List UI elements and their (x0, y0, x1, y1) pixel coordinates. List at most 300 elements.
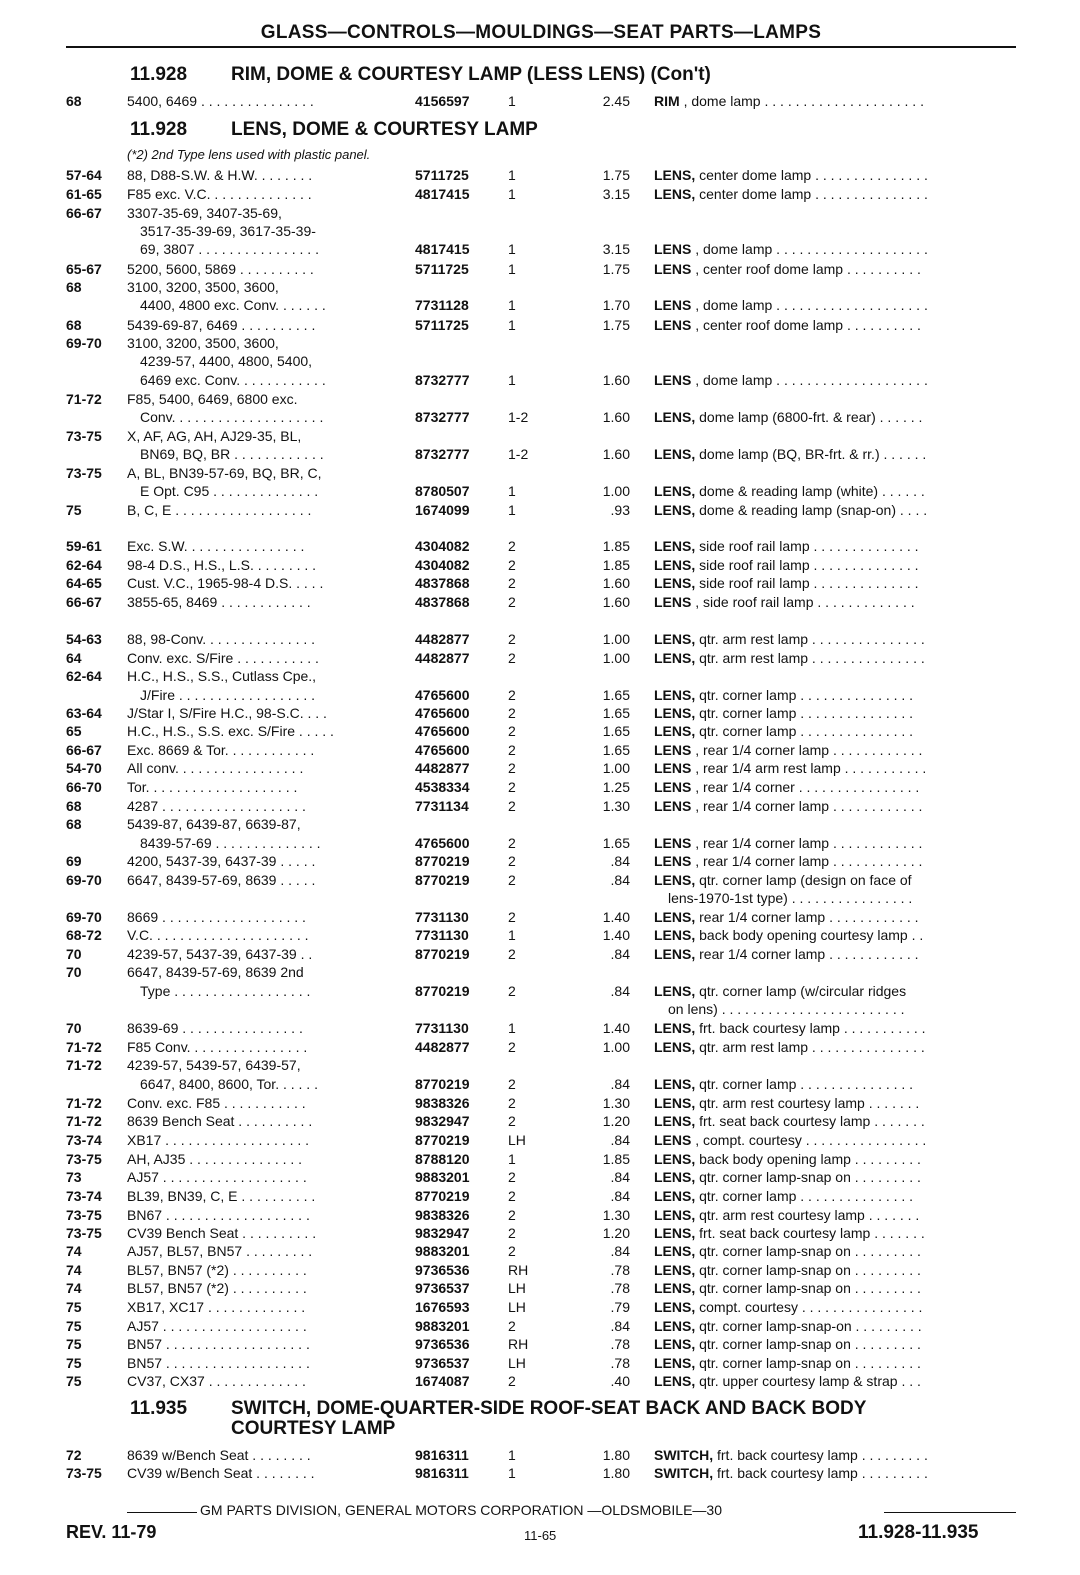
part-description-text: dome lamp (BQ, BR-frt. & rr.) . . . . . . (699, 446, 927, 462)
part-number: 7731130 (415, 927, 469, 943)
page-header-title: GLASS—CONTROLS—MOULDINGS—SEAT PARTS—LAMPS (260, 22, 822, 43)
quantity: 2 (508, 1373, 516, 1389)
part-name: LENS (654, 1132, 692, 1148)
part-name: LENS, (654, 1373, 696, 1389)
table-row (0, 797, 1080, 815)
table-row (0, 408, 1080, 426)
part-description-text: qtr. corner lamp . . . . . . . . . . . . . . . (699, 687, 914, 703)
part-description (654, 908, 919, 926)
price: 1.85 (602, 1151, 630, 1167)
table-row (0, 778, 1080, 796)
year-range: 71-72 (66, 391, 102, 407)
part-description-text: rear 1/4 corner lamp . . . . . . . . . . . . (699, 946, 919, 962)
part-description (668, 889, 912, 907)
model-list: Conv. . . . . . . . . . . . . . . . . . . . (140, 409, 324, 425)
model-list: 4287 . . . . . . . . . . . . . . . . . . . (127, 798, 306, 814)
year-range: 68 (66, 816, 82, 832)
table-row (0, 1112, 1080, 1130)
quantity: 2 (508, 631, 516, 647)
quantity: LH (508, 1299, 526, 1315)
table-row (0, 1019, 1080, 1037)
part-description-text: compt. courtesy . . . . . . . . . . . . . . . . (699, 1299, 923, 1315)
part-description (654, 1224, 925, 1242)
part-number: 7731130 (415, 1020, 469, 1036)
part-number: 7731130 (415, 909, 469, 925)
model-list: H.C., H.S., S.S. exc. S/Fire . . . . . (127, 723, 334, 739)
part-number: 4765600 (415, 742, 470, 758)
model-list: E Opt. C95 . . . . . . . . . . . . . . (140, 483, 319, 499)
quantity: 2 (508, 538, 516, 554)
year-range: 66-67 (66, 742, 102, 758)
section-note: (*2) 2nd Type lens used with plastic panel. (127, 147, 371, 162)
table-row (0, 852, 1080, 870)
part-number: 4817415 (415, 241, 470, 257)
part-description-text: qtr. corner lamp . . . . . . . . . . . . . . . (699, 1076, 914, 1092)
price: 1.00 (602, 650, 630, 666)
part-number: 4837868 (415, 575, 470, 591)
model-list: F85 exc. V.C. . . . . . . . . . . . . . (127, 186, 312, 202)
price: 1.75 (602, 261, 630, 277)
year-range: 61-65 (66, 186, 102, 202)
part-description (654, 1279, 921, 1297)
model-list: BL57, BN57 (*2) . . . . . . . . . . (127, 1262, 307, 1278)
year-range: 70 (66, 1020, 82, 1036)
year-range: 75 (66, 502, 82, 518)
part-description-text: qtr. arm rest courtesy lamp . . . . . . . (699, 1095, 920, 1111)
quantity: 2 (508, 1095, 516, 1111)
part-name: LENS, (654, 1039, 696, 1055)
part-description-text: qtr. arm rest lamp . . . . . . . . . . . . . . . (699, 1039, 925, 1055)
price: .84 (610, 983, 630, 999)
model-list: 3307-35-69, 3407-35-69, (127, 205, 282, 221)
part-description-text: center dome lamp . . . . . . . . . . . . . . . (699, 167, 928, 183)
part-description (654, 1464, 928, 1482)
part-description-text: qtr. arm rest courtesy lamp . . . . . . . (699, 1207, 920, 1223)
year-range: 74 (66, 1280, 82, 1296)
part-number: 4538334 (415, 779, 470, 795)
model-list: J/Star I, S/Fire H.C., 98-S.C. . . . (127, 705, 327, 721)
table-row (0, 445, 1080, 463)
part-description-text: qtr. arm rest lamp . . . . . . . . . . . . . . . (699, 631, 925, 647)
part-name: LENS, (654, 1280, 696, 1296)
model-list: 3517-35-39-69, 3617-35-39- (140, 223, 316, 239)
price: .84 (610, 1132, 630, 1148)
table-row (0, 1354, 1080, 1372)
year-range: 65 (66, 723, 82, 739)
quantity: 2 (508, 1318, 516, 1334)
part-description (654, 185, 928, 203)
part-name: LENS (654, 835, 692, 851)
table-row (0, 1224, 1080, 1242)
model-list: 5439-69-87, 6469 . . . . . . . . . . (127, 317, 316, 333)
price: 1.25 (602, 779, 630, 795)
part-description (654, 1446, 928, 1464)
part-name: LENS, (654, 650, 696, 666)
quantity: 2 (508, 1076, 516, 1092)
part-description-text: dome & reading lamp (snap-on) . . . . (699, 502, 928, 518)
part-description-text: qtr. corner lamp-snap-on . . . . . . . . . (699, 1318, 922, 1334)
price: 1.20 (602, 1225, 630, 1241)
part-description (668, 1000, 905, 1018)
model-list: A, BL, BN39-57-69, BQ, BR, C, (127, 465, 322, 481)
part-description (654, 482, 925, 500)
model-list: 98-4 D.S., H.S., L.S. . . . . . . . . (127, 557, 317, 573)
model-list: XB17, XC17 . . . . . . . . . . . . . (127, 1299, 306, 1315)
section-title: RIM, DOME & COURTESY LAMP (LESS LENS) (Con't) (231, 64, 711, 85)
quantity: 1 (508, 167, 516, 183)
price: .84 (610, 1188, 630, 1204)
year-range: 71-72 (66, 1039, 102, 1055)
model-list: Cust. V.C., 1965-98-4 D.S. . . . . (127, 575, 324, 591)
model-list: AJ57 . . . . . . . . . . . . . . . . . . . (127, 1169, 307, 1185)
quantity: 2 (508, 946, 516, 962)
part-number: 9883201 (415, 1318, 470, 1334)
part-description-text: side roof rail lamp . . . . . . . . . . . . . . (699, 575, 919, 591)
part-description-text: , dome lamp . . . . . . . . . . . . . . . . . . . . (695, 372, 928, 388)
model-list: F85, 5400, 6469, 6800 exc. (127, 391, 298, 407)
table-row (0, 296, 1080, 314)
table-row (0, 222, 1080, 240)
year-range: 74 (66, 1262, 82, 1278)
part-name: LENS, (654, 167, 696, 183)
part-name: LENS (654, 594, 692, 610)
model-list: 8639 Bench Seat . . . . . . . . . . (127, 1113, 313, 1129)
section-number: 11.935 (130, 1398, 188, 1419)
part-description (654, 408, 922, 426)
part-description-text: qtr. corner lamp-snap on . . . . . . . . . (699, 1262, 921, 1278)
price: 1.40 (602, 909, 630, 925)
year-range: 75 (66, 1299, 82, 1315)
part-number: 8770219 (415, 1076, 470, 1092)
part-number: 9838326 (415, 1095, 470, 1111)
part-description (654, 593, 915, 611)
model-list: Exc. S.W. . . . . . . . . . . . . . . . (127, 538, 305, 554)
model-list: AH, AJ35 . . . . . . . . . . . . . . . (127, 1151, 303, 1167)
quantity: 2 (508, 575, 516, 591)
price: .78 (610, 1280, 630, 1296)
part-number: 8732777 (415, 446, 470, 462)
quantity: 2 (508, 1188, 516, 1204)
price: 1.85 (602, 557, 630, 573)
footer-rule-left (127, 1512, 197, 1513)
year-range: 68 (66, 279, 82, 295)
part-name: LENS, (654, 1207, 696, 1223)
footer-revision: REV. 11-79 (66, 1522, 157, 1542)
price: .84 (610, 946, 630, 962)
page-header (66, 22, 1016, 48)
year-range: 73-75 (66, 465, 102, 481)
year-range: 73-74 (66, 1188, 102, 1204)
part-number: 4765600 (415, 705, 470, 721)
table-row (0, 427, 1080, 445)
table-row (0, 834, 1080, 852)
part-description-text: side roof rail lamp . . . . . . . . . . . . . . (699, 557, 919, 573)
part-description (654, 240, 928, 258)
price: 1.00 (602, 760, 630, 776)
price: 1.65 (602, 742, 630, 758)
part-description (654, 1298, 922, 1316)
quantity: 1 (508, 297, 516, 313)
part-name: LENS, (654, 1188, 696, 1204)
part-number: 8770219 (415, 872, 470, 888)
model-list: 4400, 4800 exc. Conv. . . . . . . (140, 297, 326, 313)
part-description-text: , center roof dome lamp . . . . . . . . . . (695, 261, 921, 277)
table-row (0, 334, 1080, 352)
part-number: 9736536 (415, 1336, 470, 1352)
section-title-continued: COURTESY LAMP (231, 1418, 396, 1439)
part-description (654, 1019, 926, 1037)
part-description-text: frt. seat back courtesy lamp . . . . . . . (699, 1225, 925, 1241)
part-description (654, 759, 926, 777)
year-range: 73-75 (66, 1225, 102, 1241)
part-name: LENS, (654, 1243, 696, 1259)
part-name: LENS (654, 853, 692, 869)
price: .84 (610, 1243, 630, 1259)
part-description (654, 1075, 913, 1093)
part-number: 1674087 (415, 1373, 470, 1389)
price: .40 (610, 1373, 630, 1389)
part-name: LENS, (654, 1355, 696, 1371)
quantity: LH (508, 1132, 526, 1148)
table-row (0, 1187, 1080, 1205)
part-name: LENS, (654, 557, 696, 573)
part-description (654, 871, 912, 889)
quantity: 2 (508, 1243, 516, 1259)
model-list: BN57 . . . . . . . . . . . . . . . . . . . (127, 1355, 310, 1371)
price: 1.75 (602, 317, 630, 333)
part-description-text: , rear 1/4 corner lamp . . . . . . . . . . . . (695, 835, 923, 851)
part-name: LENS, (654, 1020, 696, 1036)
part-description (654, 686, 913, 704)
year-range: 65-67 (66, 261, 102, 277)
table-row (0, 390, 1080, 408)
part-description-text: qtr. corner lamp . . . . . . . . . . . . . . . (699, 723, 914, 739)
year-range: 72 (66, 1447, 82, 1463)
part-number: 4765600 (415, 687, 470, 703)
section-title: SWITCH, DOME-QUARTER-SIDE ROOF-SEAT BACK AND BACK BODY (231, 1398, 867, 1419)
table-row (0, 1150, 1080, 1168)
part-name: LENS, (654, 927, 696, 943)
footer-page-number: 11-65 (524, 1528, 557, 1543)
part-description (654, 556, 919, 574)
model-list: Exc. 8669 & Tor. . . . . . . . . . . . (127, 742, 315, 758)
part-number: 9832947 (415, 1225, 470, 1241)
part-description-text: qtr. upper courtesy lamp & strap . . . (699, 1373, 921, 1389)
model-list: AJ57 . . . . . . . . . . . . . . . . . . . (127, 1318, 307, 1334)
part-description (654, 797, 922, 815)
model-list: BN67 . . . . . . . . . . . . . . . . . . . (127, 1207, 310, 1223)
model-list: CV37, CX37 . . . . . . . . . . . . . (127, 1373, 306, 1389)
footer-section-range: 11.928-11.935 (858, 1522, 979, 1543)
part-number: 4482877 (415, 650, 470, 666)
table-row (0, 166, 1080, 184)
model-list: 5200, 5600, 5869 . . . . . . . . . . (127, 261, 314, 277)
model-list: 8439-57-69 . . . . . . . . . . . . . . (140, 835, 321, 851)
table-row (0, 1075, 1080, 1093)
table-row (0, 1168, 1080, 1186)
year-range: 70 (66, 946, 82, 962)
model-list: 8639-69 . . . . . . . . . . . . . . . . (127, 1020, 303, 1036)
table-row (0, 1094, 1080, 1112)
part-number: 9736536 (415, 1262, 470, 1278)
model-list: 6647, 8439-57-69, 8639 2nd (127, 964, 304, 980)
year-range: 71-72 (66, 1113, 102, 1129)
model-list: 5400, 6469 . . . . . . . . . . . . . . . (127, 93, 314, 109)
year-range: 73-75 (66, 1207, 102, 1223)
part-description (654, 778, 919, 796)
part-description-text: side roof rail lamp . . . . . . . . . . . . . . (699, 538, 919, 554)
part-name: LENS (654, 241, 692, 257)
price: 1.65 (602, 723, 630, 739)
part-name: LENS, (654, 983, 696, 999)
part-description (654, 574, 919, 592)
table-row (0, 1335, 1080, 1353)
quantity: 2 (508, 705, 516, 721)
quantity: 2 (508, 983, 516, 999)
part-description-text: qtr. corner lamp . . . . . . . . . . . . . . . (699, 1188, 914, 1204)
quantity: 1-2 (508, 446, 529, 462)
price: 1.00 (602, 1039, 630, 1055)
part-description (654, 1372, 921, 1390)
model-list: All conv. . . . . . . . . . . . . . . . . (127, 760, 304, 776)
table-row (0, 574, 1080, 592)
part-description (654, 1261, 921, 1279)
part-name: LENS, (654, 872, 696, 888)
model-list: Conv. exc. S/Fire . . . . . . . . . . . (127, 650, 319, 666)
model-list: 5439-87, 6439-87, 6639-87, (127, 816, 301, 832)
part-description-text: back body opening lamp . . . . . . . . . (699, 1151, 921, 1167)
model-list: X, AF, AG, AH, AJ29-35, BL, (127, 428, 302, 444)
part-description (654, 982, 906, 1000)
year-range: 64-65 (66, 575, 102, 591)
price: 1.30 (602, 798, 630, 814)
table-row (0, 240, 1080, 258)
table-row (0, 593, 1080, 611)
table-row (0, 945, 1080, 963)
table-row (0, 741, 1080, 759)
price: 2.45 (602, 93, 630, 109)
part-number: 8788120 (415, 1151, 470, 1167)
quantity: 2 (508, 650, 516, 666)
part-number: 8770219 (415, 983, 470, 999)
part-description-text: , rear 1/4 corner lamp . . . . . . . . . . . . (695, 798, 923, 814)
table-row (0, 537, 1080, 555)
year-range: 74 (66, 1243, 82, 1259)
table-row (0, 704, 1080, 722)
part-description (654, 501, 927, 519)
price: 1.20 (602, 1113, 630, 1129)
quantity: 1 (508, 261, 516, 277)
part-description (654, 945, 919, 963)
part-name: LENS (654, 297, 692, 313)
quantity: 2 (508, 1039, 516, 1055)
table-row (0, 316, 1080, 334)
price: 1.80 (602, 1465, 630, 1481)
model-list: 4239-57, 4400, 4800, 5400, (140, 353, 313, 369)
part-description (654, 1150, 921, 1168)
part-description (654, 537, 919, 555)
table-row (0, 1279, 1080, 1297)
year-range: 68-72 (66, 927, 102, 943)
quantity: 1 (508, 1465, 516, 1481)
table-row (0, 482, 1080, 500)
table-row (0, 501, 1080, 519)
part-description-text: , dome lamp . . . . . . . . . . . . . . . . . . . . . (683, 93, 924, 109)
year-range: 75 (66, 1355, 82, 1371)
price: 1.30 (602, 1207, 630, 1223)
part-name: LENS, (654, 946, 696, 962)
quantity: 2 (508, 687, 516, 703)
part-name: LENS, (654, 446, 696, 462)
part-description-text: lens-1970-1st type) . . . . . . . . . . . . . . . . (668, 890, 913, 906)
part-description (654, 92, 924, 110)
price: .93 (610, 502, 630, 518)
table-row (0, 889, 1080, 907)
year-range: 69-70 (66, 909, 102, 925)
year-range: 75 (66, 1318, 82, 1334)
part-description (654, 1187, 913, 1205)
part-description-text: qtr. corner lamp-snap on . . . . . . . . . (699, 1169, 921, 1185)
table-row (0, 92, 1080, 110)
table-row (0, 815, 1080, 833)
table-row (0, 1298, 1080, 1316)
model-list: 4239-57, 5439-57, 6439-57, (127, 1057, 301, 1073)
table-row (0, 371, 1080, 389)
price: 1.60 (602, 575, 630, 591)
year-range: 75 (66, 1373, 82, 1389)
part-name: LENS, (654, 1095, 696, 1111)
part-name: LENS, (654, 1318, 696, 1334)
part-name: LENS, (654, 1151, 696, 1167)
price: 1.65 (602, 835, 630, 851)
part-number: 9816311 (415, 1465, 469, 1481)
model-list: BL39, BN39, C, E . . . . . . . . . . (127, 1188, 316, 1204)
part-description-text: frt. back courtesy lamp . . . . . . . . . (717, 1465, 928, 1481)
part-description (654, 166, 928, 184)
part-number: 8780507 (415, 483, 470, 499)
part-name: LENS, (654, 687, 696, 703)
model-list: CV39 Bench Seat . . . . . . . . . . (127, 1225, 317, 1241)
year-range: 68 (66, 317, 82, 333)
table-row (0, 722, 1080, 740)
part-name: LENS (654, 261, 692, 277)
model-list: 6647, 8439-57-69, 8639 . . . . . (127, 872, 316, 888)
table-row (0, 649, 1080, 667)
part-description (654, 1335, 921, 1353)
part-description (654, 1131, 926, 1149)
table-row (0, 1317, 1080, 1335)
price: 1.60 (602, 446, 630, 462)
price: 1.80 (602, 1447, 630, 1463)
part-number: 9816311 (415, 1447, 469, 1463)
model-list: 8669 . . . . . . . . . . . . . . . . . . . (127, 909, 306, 925)
part-description-text: , rear 1/4 corner lamp . . . . . . . . . . . . (695, 742, 923, 758)
quantity: 1-2 (508, 409, 529, 425)
quantity: 1 (508, 372, 516, 388)
price: 1.70 (602, 297, 630, 313)
part-description-text: , rear 1/4 arm rest lamp . . . . . . . . . . . (695, 760, 927, 776)
part-description (654, 722, 913, 740)
part-description (654, 1038, 925, 1056)
price: .84 (610, 1169, 630, 1185)
part-number: 4156597 (415, 93, 470, 109)
part-description-text: frt. back courtesy lamp . . . . . . . . . . . (699, 1020, 926, 1036)
part-name: LENS, (654, 1225, 696, 1241)
part-name: LENS, (654, 1336, 696, 1352)
model-list: B, C, E . . . . . . . . . . . . . . . . . . (127, 502, 312, 518)
model-list: AJ57, BL57, BN57 . . . . . . . . . (127, 1243, 313, 1259)
part-description-text: on lens) . . . . . . . . . . . . . . . . . . . . . . . . (668, 1001, 905, 1017)
